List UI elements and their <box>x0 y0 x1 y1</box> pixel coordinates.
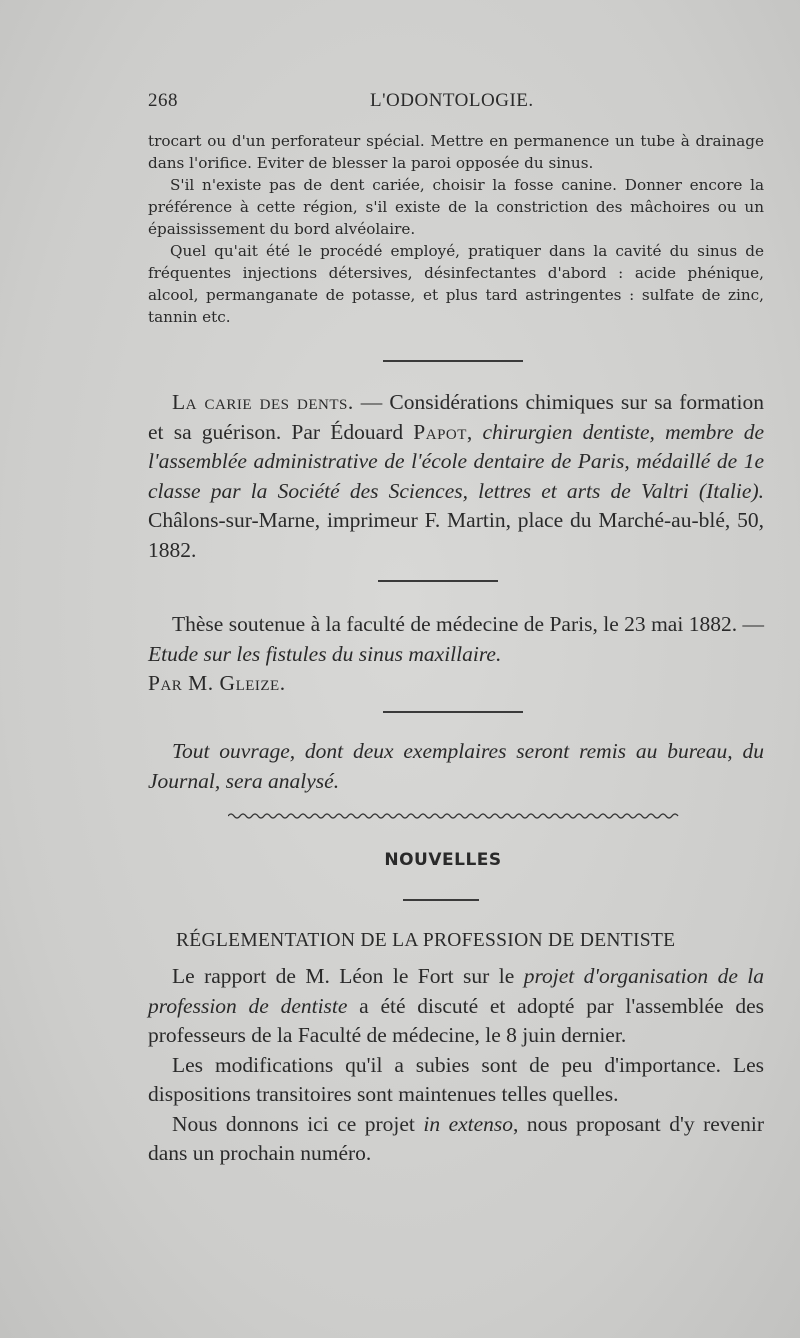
separator-rule-1 <box>383 360 523 362</box>
news-p3-text-a: Nous donnons ici ce projet <box>172 1111 424 1136</box>
news-p3-italic: in extenso <box>423 1111 514 1136</box>
wavy-divider <box>228 812 680 820</box>
news-p3-text-b: , nous proposant d'y revenir dans un prochain numéro. <box>148 1111 764 1165</box>
review-gleize-title: Etude sur les fistules du sinus maxillaire. <box>148 641 502 666</box>
review-papot <box>148 388 764 565</box>
news-section <box>148 962 764 1169</box>
intro-paragraph-2: S'il n'existe pas de dent cariée, choisir la fosse canine. Donner encore la préférence à cette région, s'il existe de la constriction des mâchoires ou un épaississement du bord alvéolaire. <box>148 176 764 238</box>
section-title: NOUVELLES <box>384 850 502 870</box>
news-p1-italic: projet d'organisation de la profession de dentiste <box>148 964 765 1018</box>
review-title-smallcaps: La carie des dents. <box>172 390 354 414</box>
review-title-rest: Considérations chimiques sur sa formation et sa guérison. Par Édouard <box>148 390 765 444</box>
separator-rule-3 <box>383 711 523 713</box>
separator-rule-4 <box>403 899 479 901</box>
page-number: 268 <box>148 90 178 111</box>
review-dash: — <box>353 390 390 414</box>
review-gleize-author: Par M. Gleize. <box>148 671 286 695</box>
review-papot-paragraph <box>148 388 764 565</box>
review-gleize-paragraph <box>148 610 764 699</box>
news-paragraph-2: Les modifications qu'il a subies sont de peu d'importance. Les dispositions transitoires sont maintenues telles quelles. <box>148 1052 764 1106</box>
review-comma: , <box>466 419 483 444</box>
intro-paragraph-3: Quel qu'ait été le procédé employé, pratiquer dans la cavité du sinus de fréquentes injections détersives, désinfectantes d'abord : acide phénique, alcool, permanganate de potasse, et plus tard astringentes : sulfate de zinc, tannin etc. <box>148 242 764 326</box>
news-p1-text-b: a été discuté et adopté par l'assemblée des professeurs de la Faculté de médecine, le 8 juin dernier. <box>148 993 764 1047</box>
news-paragraph-3 <box>148 1110 764 1169</box>
running-title: L'ODONTOLOGIE. <box>370 90 534 111</box>
review-gleize <box>148 610 764 699</box>
notice-text: Tout ouvrage, dont deux exemplaires seront remis au bureau, du Journal, sera analysé. <box>148 739 764 793</box>
separator-rule-2 <box>378 580 498 582</box>
intro-paragraph-1: trocart ou d'un perforateur spécial. Mettre en permanence un tube à drainage dans l'orifice. Eviter de blesser la paroi opposée du sinus. <box>148 132 764 172</box>
intro-section <box>148 130 764 328</box>
review-credentials: chirurgien dentiste, membre de l'assemblée administrative de l'école dentaire de Paris, médaillé de 1e classe par la Société des Sciences, lettres et arts de Valtri (Italie). <box>148 419 765 503</box>
news-p1-text-a: Le rapport de M. Léon le Fort sur le <box>172 964 524 988</box>
section-subtitle: RÉGLEMENTATION DE LA PROFESSION DE DENTISTE <box>176 930 676 951</box>
news-paragraph-1 <box>148 962 764 1051</box>
notice-section <box>148 737 764 796</box>
review-publisher: Châlons-sur-Marne, imprimeur F. Martin, place du Marché-au-blé, 50, 1882. <box>148 508 764 562</box>
review-author: Papot <box>413 419 467 444</box>
review-gleize-text: Thèse soutenue à la faculté de médecine de Paris, le 23 mai 1882. — <box>172 612 764 636</box>
